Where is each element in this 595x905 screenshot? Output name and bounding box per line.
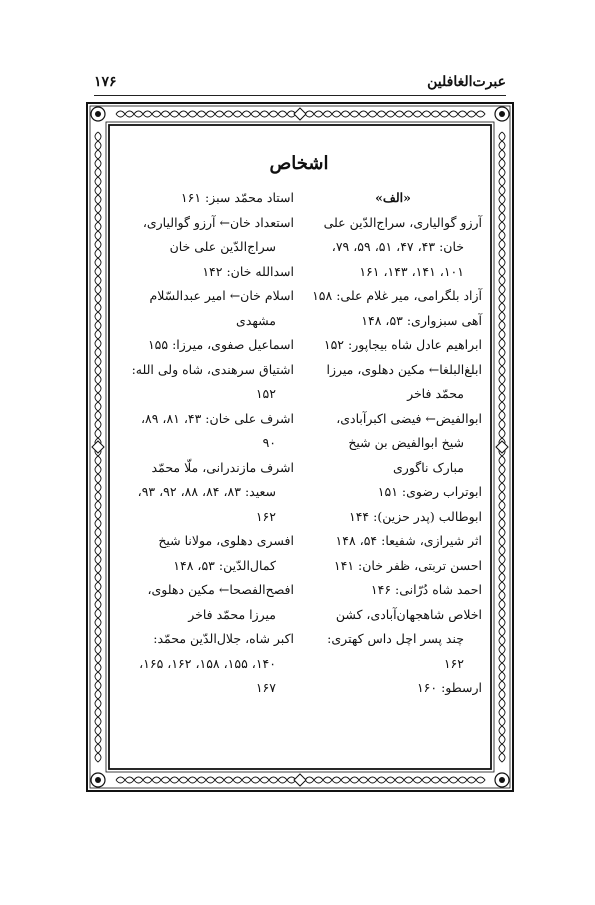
entry-line: ابوتراب رضوی: ۱۵۱ [377,484,482,499]
ornament-scroll [499,672,505,681]
ornament-scroll [499,384,505,393]
ornament-scroll [499,402,505,411]
index-entry [304,211,482,285]
ornament-scroll [499,177,505,186]
ornament-scroll [499,150,505,159]
ornament-scroll [350,111,359,117]
ornament-scroll [95,240,101,249]
ornament-scroll [95,132,101,141]
ornament-scroll [95,294,101,303]
letter-heading [304,186,482,211]
ornament-scroll [95,420,101,429]
ornament-scroll [95,591,101,600]
entry-line: میرزا محمّد فاخر [188,606,276,622]
ornament-scroll [197,111,206,117]
index-entry [304,358,482,407]
ornament-scroll [499,303,505,312]
entry-line: ۱۶۷ [255,680,276,695]
entry-line: اشتیاق سرهندی، شاه ولی الله: [131,361,294,377]
index-entry [116,186,294,211]
entry-line: استاد محمّد سبز: ۱۶۱ [180,190,294,205]
index-entry [304,505,482,530]
ornament-scroll [476,111,485,117]
ornament-scroll [499,528,505,537]
ornament-scroll [499,681,505,690]
ornament-scroll [499,654,505,663]
entry-line: اسلام خان← امیر عبدالسّلام [149,288,294,303]
ornament-scroll [395,111,404,117]
ornament-scroll [95,546,101,555]
ornament-scroll [143,777,152,783]
entry-line: افسری دهلوی، مولانا شیخ [158,533,294,548]
entry-line: سراج‌الدّین علی خان [169,239,276,254]
ornament-scroll [95,519,101,528]
ornament-scroll [499,456,505,465]
ornament-scroll [95,249,101,258]
ornament-scroll [323,111,332,117]
ornament-scroll [499,492,505,501]
corner-ornament-center [499,777,505,783]
ornament-scroll [95,348,101,357]
ornament-scroll [341,111,350,117]
ornament-scroll [499,465,505,474]
ornament-scroll [499,276,505,285]
ornament-scroll [95,501,101,510]
ornament-scroll [95,177,101,186]
entry-line: آهی سبزواری: ۵۳، ۱۴۸ [361,312,482,328]
entry-line: آزاد بلگرامی، میر غلام علی: ۱۵۸ [312,288,482,303]
ornament-scroll [377,777,386,783]
ornament-scroll [206,111,215,117]
ornament-scroll [95,357,101,366]
entry-line: چند پسر اچل داس کهتری: [327,631,464,646]
edge-ornament [294,108,306,120]
ornament-scroll [95,321,101,330]
running-title: عبرت‌الغافلین [427,74,506,90]
ornament-scroll [95,402,101,411]
ornament-scroll [95,636,101,645]
ornament-scroll [251,777,260,783]
entry-line: اشرف علی خان: ۴۳، ۸۱، ۸۹، [140,410,294,426]
ornament-scroll [413,111,422,117]
ornament-scroll [143,111,152,117]
ornament-scroll [499,186,505,195]
index-entry [116,627,294,701]
ornament-scroll [499,258,505,267]
index-entry [116,529,294,578]
entry-line: اسدالله خان: ۱۴۲ [202,263,294,279]
ornament-scroll [278,777,287,783]
ornament-scroll [125,777,134,783]
edge-ornament [496,441,508,453]
entry-line: ۱۵۲ [255,386,276,401]
ornament-scroll [499,663,505,672]
ornament-scroll [359,111,368,117]
index-entry [116,260,294,285]
ornament-scroll [499,537,505,546]
ornament-scroll [95,213,101,222]
entry-line: ۱۶۲ [255,508,276,524]
ornament-scroll [499,429,505,438]
ornament-scroll [95,726,101,735]
ornament-scroll [377,111,386,117]
ornament-scroll [314,111,323,117]
index-entry [304,554,482,579]
ornament-scroll [499,744,505,753]
ornament-scroll [458,777,467,783]
ornament-scroll [134,111,143,117]
ornament-scroll [161,777,170,783]
entry-line: ابوالفیض← فیضی اکبرآبادی، [336,410,482,426]
ornament-scroll [269,111,278,117]
ornament-scroll [278,111,287,117]
entry-line: شیخ ابوالفیض بن شیخ [348,435,464,450]
ornament-scroll [449,777,458,783]
ornament-scroll [95,186,101,195]
ornament-scroll [95,699,101,708]
ornament-scroll [368,777,377,783]
page-number: ۱۷۶ [94,74,117,90]
ornament-scroll [188,777,197,783]
ornament-scroll [422,111,431,117]
index-entry [304,603,482,677]
ornament-scroll [499,204,505,213]
ornament-scroll [341,777,350,783]
ornament-scroll [134,777,143,783]
ornament-scroll [422,777,431,783]
index-entry [304,480,482,505]
index-entry [304,529,482,554]
ornament-scroll [95,366,101,375]
corner-ornament-center [499,111,505,117]
ornament-scroll [95,384,101,393]
corner-ornament-center [95,777,101,783]
ornament-scroll [95,456,101,465]
entry-line: محمّد فاخر [407,386,464,401]
ornament-scroll [215,777,224,783]
left-column [116,186,294,701]
ornament-scroll [499,708,505,717]
ornament-scroll [95,744,101,753]
ornament-scroll [161,111,170,117]
ornament-scroll [95,393,101,402]
entry-line: افصح‌الفصحا← مکین دهلوی، [147,582,294,597]
ornament-scroll [499,474,505,483]
ornament-scroll [95,708,101,717]
ornament-scroll [499,573,505,582]
ornament-scroll [95,609,101,618]
ornament-scroll [95,195,101,204]
ornament-scroll [95,564,101,573]
index-entry [304,309,482,334]
ornament-scroll [251,111,260,117]
ornament-scroll [449,111,458,117]
ornament-scroll [242,111,251,117]
ornament-scroll [499,222,505,231]
ornament-scroll [95,627,101,636]
ornament-scroll [95,510,101,519]
index-entry [116,333,294,358]
index-entry [116,358,294,407]
ornament-scroll [499,168,505,177]
ornament-scroll [499,366,505,375]
ornament-scroll [499,231,505,240]
ornament-scroll [499,546,505,555]
ornament-scroll [95,753,101,762]
index-entry [116,456,294,530]
ornament-scroll [95,663,101,672]
index-entry [304,284,482,309]
ornament-scroll [188,111,197,117]
index-entry [304,333,482,358]
ornament-scroll [440,111,449,117]
ornament-scroll [467,111,476,117]
ornament-scroll [395,777,404,783]
ornament-scroll [152,777,161,783]
ornament-scroll [179,777,188,783]
ornament-scroll [440,777,449,783]
entry-line: ۹۰ [262,435,276,450]
ornament-scroll [95,258,101,267]
ornament-scroll [233,777,242,783]
entry-line: «الف» [375,190,411,205]
entry-line: سعید: ۸۳، ۸۴، ۸۸، ۹۲، ۹۳، [137,484,276,499]
ornament-scroll [350,777,359,783]
index-entry [116,407,294,456]
ornament-scroll [95,429,101,438]
ornament-scroll [95,492,101,501]
ornament-scroll [242,777,251,783]
ornament-scroll [224,111,233,117]
entry-line: کمال‌الدّین: ۵۳، ۱۴۸ [173,557,276,573]
ornament-scroll [499,753,505,762]
entry-line: اسماعیل صفوی، میرزا: ۱۵۵ [147,337,294,352]
edge-ornament [92,441,104,453]
ornament-scroll [206,777,215,783]
index-entry [304,578,482,603]
ornament-scroll [95,654,101,663]
ornament-scroll [269,777,278,783]
ornament-scroll [95,141,101,150]
ornament-scroll [95,222,101,231]
ornament-scroll [499,420,505,429]
entry-line: خان: ۴۳، ۴۷، ۵۱، ۵۹، ۷۹، [331,239,464,254]
index-columns [116,186,482,701]
ornament-scroll [95,204,101,213]
ornament-scroll [499,627,505,636]
index-entry [304,676,482,701]
ornament-scroll [95,528,101,537]
entry-line: اخلاص شاهجهان‌آبادی، کشن [335,606,482,622]
ornament-scroll [116,111,125,117]
ornament-scroll [233,111,242,117]
ornament-scroll [215,111,224,117]
ornament-scroll [476,777,485,783]
entry-line: اثر شیرازی، شفیعا: ۵۴، ۱۴۸ [335,533,482,548]
entry-line: احمد شاه دُرّانی: ۱۴۶ [370,582,482,597]
ornament-scroll [499,375,505,384]
ornament-scroll [499,600,505,609]
ornament-scroll [170,777,179,783]
ornament-scroll [404,111,413,117]
ornament-scroll [95,276,101,285]
ornament-scroll [95,681,101,690]
ornament-scroll [323,777,332,783]
ornament-scroll [499,501,505,510]
ornament-scroll [499,690,505,699]
ornament-scroll [95,231,101,240]
ornament-scroll [95,474,101,483]
ornament-scroll [499,717,505,726]
header-rule [94,95,506,96]
ornament-scroll [499,330,505,339]
entry-line: ابوطالب (پدر حزین): ۱۴۴ [349,508,482,524]
entry-line: اشرف مازندرانی، ملّا محمّد [151,459,294,475]
ornament-scroll [95,411,101,420]
ornament-scroll [499,285,505,294]
ornament-scroll [95,618,101,627]
entry-line: ۱۰۱، ۱۴۱، ۱۴۳، ۱۶۱ [359,263,464,279]
ornament-scroll [499,735,505,744]
ornament-scroll [499,195,505,204]
ornament-scroll [499,609,505,618]
ornament-scroll [499,132,505,141]
ornament-scroll [499,159,505,168]
ornament-scroll [499,636,505,645]
ornament-scroll [95,285,101,294]
ornament-scroll [95,573,101,582]
ornament-scroll [386,111,395,117]
right-column [304,186,482,701]
ornament-scroll [499,141,505,150]
index-entry [304,407,482,481]
ornament-scroll [499,357,505,366]
ornament-scroll [368,111,377,117]
ornament-scroll [499,582,505,591]
ornament-scroll [499,555,505,564]
ornament-scroll [95,330,101,339]
ornament-scroll [499,726,505,735]
ornament-scroll [95,582,101,591]
ornament-scroll [95,690,101,699]
ornament-scroll [499,564,505,573]
running-header [94,74,506,96]
ornament-scroll [499,267,505,276]
ornament-scroll [179,111,188,117]
ornament-scroll [458,111,467,117]
ornament-scroll [499,483,505,492]
entry-line: آرزو گوالیاری، سراج‌الدّین علی [323,214,482,230]
ornament-scroll [499,519,505,528]
ornament-scroll [95,150,101,159]
ornament-scroll [197,777,206,783]
ornament-scroll [95,465,101,474]
entry-line: ارسطو: ۱۶۰ [416,680,482,695]
ornament-scroll [332,111,341,117]
ornament-scroll [431,111,440,117]
ornament-scroll [499,618,505,627]
ornament-scroll [467,777,476,783]
ornament-scroll [95,303,101,312]
ornament-scroll [499,645,505,654]
ornament-scroll [413,777,422,783]
index-entry [116,211,294,260]
ornament-scroll [95,735,101,744]
ornament-scroll [359,777,368,783]
ornament-scroll [404,777,413,783]
ornament-scroll [499,294,505,303]
entry-line: استعداد خان← آرزو گوالیاری، [142,214,294,230]
ornament-scroll [95,483,101,492]
ornament-scroll [95,645,101,654]
ornament-scroll [431,777,440,783]
ornament-scroll [332,777,341,783]
ornament-scroll [224,777,233,783]
entry-line: ۱۴۰، ۱۵۵، ۱۵۸، ۱۶۲، ۱۶۵، [139,655,276,671]
ornament-scroll [499,312,505,321]
ornament-scroll [386,777,395,783]
edge-ornament [294,774,306,786]
entry-line: مبارک ناگوری [393,459,464,475]
entry-line: ۱۶۲ [443,655,464,671]
ornament-scroll [152,111,161,117]
ornament-scroll [499,348,505,357]
entry-line: ابراهیم عادل شاه بیجاپور: ۱۵۲ [323,337,482,352]
ornament-scroll [95,717,101,726]
ornament-scroll [499,591,505,600]
ornament-scroll [95,312,101,321]
ornament-scroll [95,537,101,546]
entry-line: اکبر شاه، جلال‌الدّین محمّد: [153,631,294,646]
entry-line: ابلغ‌البلغا← مکین دهلوی، میرزا [326,361,482,377]
ornament-scroll [95,339,101,348]
ornament-scroll [260,111,269,117]
ornament-scroll [95,672,101,681]
entry-line: احسن تربتی، ظفر خان: ۱۴۱ [333,557,482,573]
index-entry [116,578,294,627]
ornament-scroll [499,411,505,420]
ornament-scroll [95,267,101,276]
ornament-scroll [499,339,505,348]
index-entry [116,284,294,333]
index-content [116,153,482,743]
corner-ornament-center [95,111,101,117]
ornament-scroll [260,777,269,783]
section-title: اشخاص [269,153,329,174]
ornament-scroll [95,375,101,384]
ornament-scroll [499,510,505,519]
ornament-scroll [95,555,101,564]
ornament-scroll [499,213,505,222]
ornament-scroll [170,111,179,117]
ornament-scroll [499,249,505,258]
ornament-scroll [499,699,505,708]
entry-line: مشهدی [236,312,276,328]
ornament-scroll [499,321,505,330]
ornament-scroll [95,600,101,609]
ornament-scroll [499,240,505,249]
ornament-scroll [95,168,101,177]
ornament-scroll [499,393,505,402]
ornament-scroll [116,777,125,783]
ornament-scroll [125,111,134,117]
ornament-scroll [95,159,101,168]
ornament-scroll [314,777,323,783]
